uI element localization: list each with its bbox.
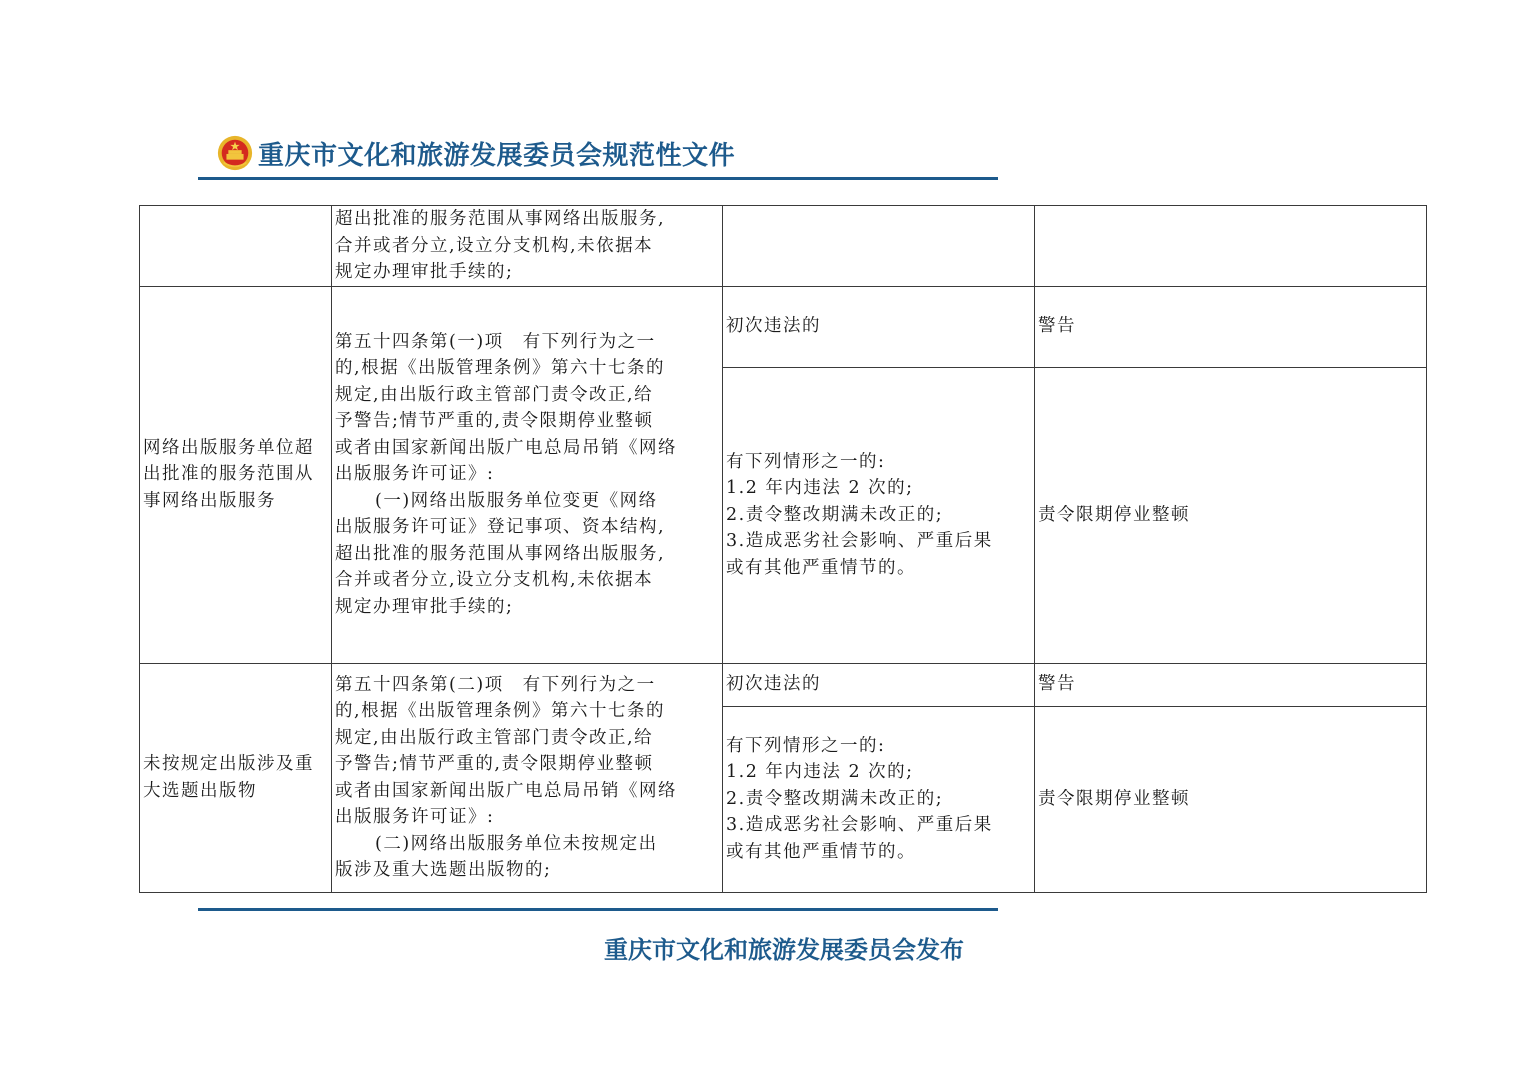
behavior-text: 未按规定出版涉及重大选题出版物: [143, 754, 314, 801]
provision-line: 规定,由出版行政主管部门责令改正,给: [335, 384, 654, 405]
document-header-title: 重庆市文化和旅游发展委员会规范性文件: [258, 140, 736, 171]
footer-publisher: 重庆市文化和旅游发展委员会发布: [604, 936, 964, 964]
document-header: [216, 130, 735, 176]
circumstance-line: 2.责令整改期满未改正的;: [726, 788, 944, 809]
table-row: [140, 206, 1427, 287]
penalty-text: 责令限期停业整顿: [1038, 788, 1190, 809]
penalty-cell: [1035, 367, 1427, 663]
penalty-cell: [1035, 663, 1427, 706]
circumstance-line: 1.2 年内违法 2 次的;: [726, 478, 914, 499]
provision-line: 出版服务许可证》登记事项、资本结构,: [335, 517, 666, 538]
behavior-cell: [140, 206, 332, 287]
provision-line: (一)网络出版服务单位变更《网络: [375, 490, 658, 511]
provision-line: 予警告;情节严重的,责令限期停业整顿: [335, 754, 654, 774]
behavior-text: 网络出版服务单位超出批准的服务范围从事网络出版服务: [143, 437, 314, 511]
provision-cell: [332, 206, 723, 287]
circumstance-line: 1.2 年内违法 2 次的;: [726, 762, 914, 783]
circumstance-line: 3.造成恶劣社会影响、严重后果: [726, 531, 993, 552]
circumstance-line: 或有其他严重情节的。: [726, 841, 916, 862]
provision-line: 规定,由出版行政主管部门责令改正,给: [335, 727, 654, 748]
provision-line: 的,根据《出版管理条例》第六十七条的: [335, 701, 666, 721]
penalty-cell: [1035, 286, 1427, 367]
header-divider: [198, 177, 998, 180]
behavior-cell: [140, 286, 332, 663]
circumstance-cell: [723, 706, 1035, 892]
national-emblem-icon: [216, 134, 254, 172]
penalty-text: 警告: [1038, 674, 1076, 695]
provision-cell: [332, 663, 723, 892]
penalty-text: 警告: [1038, 316, 1076, 337]
table-row: [140, 286, 1427, 367]
provision-line: 第五十四条第(一)项 有下列行为之一: [335, 331, 656, 352]
provision-line: 第五十四条第(二)项 有下列行为之一: [335, 674, 656, 695]
provision-line: 合并或者分立,设立分支机构,未依据本: [335, 570, 654, 591]
provision-line: 超出批准的服务范围从事网络出版服务,: [335, 209, 666, 229]
provision-line: (二)网络出版服务单位未按规定出: [375, 833, 658, 854]
penalty-standards-table: [139, 205, 1427, 893]
circumstance-cell: [723, 206, 1035, 287]
provision-line: 出版服务许可证》:: [335, 807, 495, 827]
circumstance-line: 或有其他严重情节的。: [726, 557, 916, 578]
circumstance-cell: [723, 663, 1035, 706]
provision-cell: [332, 286, 723, 663]
circumstance-text: 初次违法的: [726, 316, 821, 337]
penalty-cell: [1035, 206, 1427, 287]
provision-line: 予警告;情节严重的,责令限期停业整顿: [335, 411, 654, 432]
provision-line: 规定办理审批手续的;: [335, 596, 514, 617]
provision-line: 合并或者分立,设立分支机构,未依据本: [335, 235, 654, 256]
provision-line: 或者由国家新闻出版广电总局吊销《网络: [335, 780, 677, 801]
table-row: [140, 663, 1427, 706]
provision-line: 规定办理审批手续的;: [335, 262, 514, 282]
provision-line: 超出批准的服务范围从事网络出版服务,: [335, 543, 666, 564]
behavior-cell: [140, 663, 332, 892]
circumstance-cell: [723, 367, 1035, 663]
penalty-text: 责令限期停业整顿: [1038, 504, 1190, 525]
circumstance-line: 有下列情形之一的:: [726, 735, 886, 756]
provision-line: 的,根据《出版管理条例》第六十七条的: [335, 358, 666, 379]
circumstance-line: 有下列情形之一的:: [726, 451, 886, 472]
provision-line: 或者由国家新闻出版广电总局吊销《网络: [335, 437, 677, 458]
circumstance-cell: [723, 286, 1035, 367]
footer-divider: [198, 908, 998, 911]
provision-line: 出版服务许可证》:: [335, 464, 495, 485]
provision-line: 版涉及重大选题出版物的;: [335, 860, 552, 880]
circumstance-line: 3.造成恶劣社会影响、严重后果: [726, 815, 993, 836]
circumstance-line: 2.责令整改期满未改正的;: [726, 504, 944, 525]
circumstance-text: 初次违法的: [726, 674, 821, 695]
penalty-cell: [1035, 706, 1427, 892]
